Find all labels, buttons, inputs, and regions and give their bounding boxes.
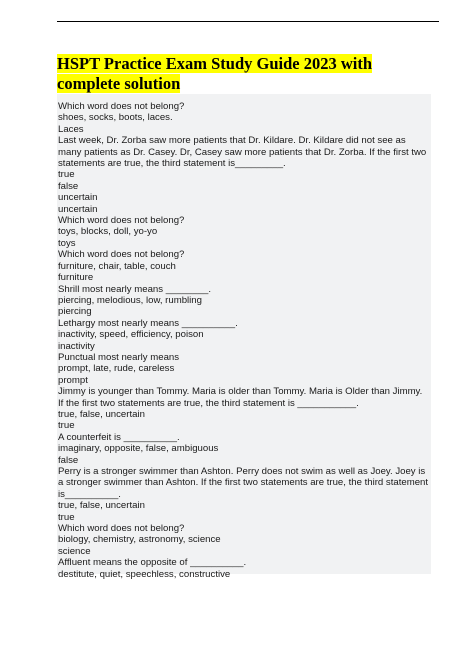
text-line: inactivity	[58, 340, 95, 352]
text-line: true, false, uncertain	[58, 500, 145, 512]
text-line: piercing	[58, 306, 92, 318]
text-line: Shrill most nearly means ________.	[58, 283, 212, 295]
text-line: uncertain	[58, 203, 98, 215]
text-line: toys	[58, 237, 76, 249]
question-list	[58, 101, 430, 580]
text-line: true	[58, 420, 75, 432]
text-line: science	[58, 545, 91, 557]
text-line: Last week, Dr. Zorba saw more patients that Dr. Kildare. Dr. Kildare did not see as	[58, 135, 406, 147]
text-line: Perry is a stronger swimmer than Ashton. Perry does not swim as well as Joey. Joey is	[58, 466, 426, 477]
text-line: piercing, melodious, low, rumbling	[58, 294, 202, 306]
text-line: Affluent means the opposite of __________.	[58, 557, 247, 569]
text-line: is__________.	[58, 488, 121, 500]
page-title	[57, 54, 401, 94]
text-line: statements are true, the third statement is_________.	[58, 158, 286, 170]
text-line: false	[58, 454, 79, 466]
text-line: A counterfeit is __________.	[58, 431, 180, 443]
text-line: true	[58, 511, 75, 523]
text-line: Lethargy most nearly means __________.	[58, 317, 238, 329]
text-line: Jimmy is younger than Tommy. Maria is older than Tommy. Maria is Older than Jimmy.	[58, 386, 423, 398]
text-line: inactivity, speed, efficiency, poison	[58, 329, 204, 341]
text-line: If the first two statements are true, the third statement is ___________.	[58, 397, 359, 409]
header-rule	[57, 21, 439, 22]
text-line: true	[58, 169, 75, 181]
text-line: Punctual most nearly means	[58, 351, 180, 363]
text-line: many patients as Dr. Casey. Dr, Casey saw more patients that Dr. Zorba. If the first two	[58, 146, 427, 158]
text-line: Which word does not belong?	[58, 249, 185, 261]
text-line: a stronger swimmer than Ashton. If the first two statements are true, the third statement	[58, 477, 429, 489]
text-line: Which word does not belong?	[58, 523, 185, 535]
text-line: toys, blocks, doll, yo-yo	[58, 226, 158, 238]
text-line: true, false, uncertain	[58, 408, 145, 420]
text-line: false	[58, 180, 79, 192]
text-line: imaginary, opposite, false, ambiguous	[58, 443, 219, 455]
text-line: prompt, late, rude, careless	[58, 363, 175, 375]
text-line: prompt	[58, 374, 88, 386]
title-highlight: HSPT Practice Exam Study Guide 2023 with complete solution	[57, 54, 373, 93]
text-line: shoes, socks, boots, laces.	[58, 112, 173, 124]
text-line: Which word does not belong?	[58, 215, 185, 227]
text-line: Laces	[58, 123, 84, 135]
text-line: biology, chemistry, astronomy, science	[58, 534, 221, 546]
text-line: furniture, chair, table, couch	[58, 260, 176, 272]
text-line: Which word does not belong?	[58, 101, 185, 112]
text-line: destitute, quiet, speechless, constructive	[58, 568, 231, 580]
text-line: uncertain	[58, 192, 98, 204]
text-line: furniture	[58, 272, 94, 284]
